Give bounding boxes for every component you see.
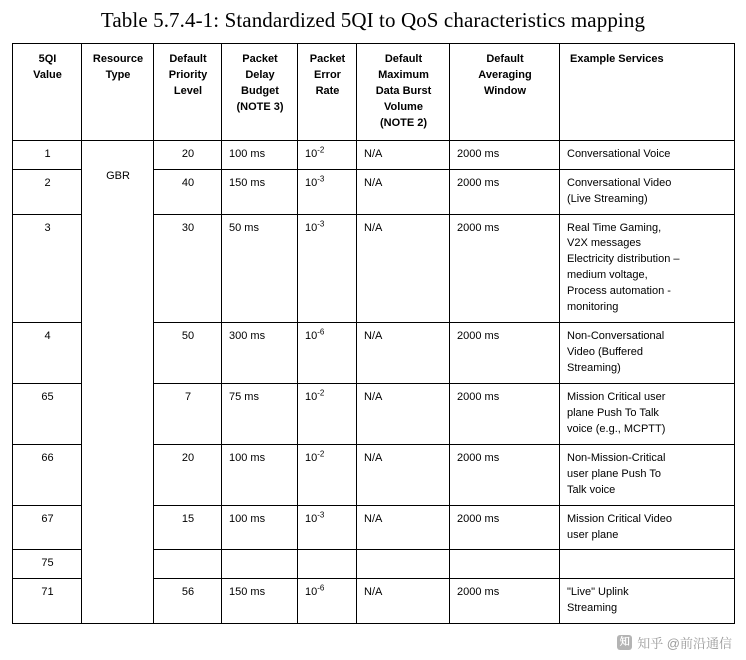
cell-packet-error-rate: $10^{-6}$ [298, 579, 357, 624]
column-header-packet-error-rate: Packet Error Rate [298, 44, 357, 141]
cell-averaging-window: 2000 ms [450, 140, 560, 169]
cell-priority-level: 56 [154, 579, 222, 624]
cell-packet-error-rate: $10^{-3}$ [298, 169, 357, 214]
cell-averaging-window: 2000 ms [450, 579, 560, 624]
cell-example-services [560, 550, 735, 579]
watermark-text: 知乎 @前沿通信 [637, 636, 732, 651]
cell-averaging-window: 2000 ms [450, 169, 560, 214]
cell-max-data-burst-volume: N/A [357, 505, 450, 550]
cell-5qi-value: 71 [13, 579, 82, 624]
cell-5qi-value: 3 [13, 214, 82, 323]
column-header-packet-delay-budget: Packet Delay Budget (NOTE 3) [222, 44, 298, 141]
cell-averaging-window: 2000 ms [450, 323, 560, 384]
cell-priority-level: 30 [154, 214, 222, 323]
column-header-resource-type: Resource Type [82, 44, 154, 141]
cell-packet-error-rate: $10^{-6}$ [298, 323, 357, 384]
cell-packet-delay-budget: 150 ms [222, 579, 298, 624]
cell-packet-delay-budget: 300 ms [222, 323, 298, 384]
cell-averaging-window: 2000 ms [450, 444, 560, 505]
cell-packet-delay-budget: 100 ms [222, 140, 298, 169]
cell-5qi-value: 1 [13, 140, 82, 169]
cell-priority-level: 20 [154, 140, 222, 169]
cell-packet-error-rate [298, 550, 357, 579]
cell-max-data-burst-volume: N/A [357, 140, 450, 169]
cell-example-services: Conversational Video (Live Streaming) [560, 169, 735, 214]
cell-example-services: Real Time Gaming, V2X messages Electricity distribution – medium voltage, Process automation - monitoring [560, 214, 735, 323]
cell-packet-delay-budget: 75 ms [222, 383, 298, 444]
cell-averaging-window: 2000 ms [450, 383, 560, 444]
cell-example-services: Mission Critical Video user plane [560, 505, 735, 550]
zhihu-logo-icon: 知 [617, 635, 632, 650]
column-header-default-averaging-window: Default Averaging Window [450, 44, 560, 141]
cell-5qi-value: 2 [13, 169, 82, 214]
cell-max-data-burst-volume [357, 550, 450, 579]
cell-max-data-burst-volume: N/A [357, 579, 450, 624]
cell-packet-error-rate: $10^{-2}$ [298, 140, 357, 169]
column-header-default-max-data-burst-volume: Default Maximum Data Burst Volume (NOTE 2) [357, 44, 450, 141]
cell-priority-level: 40 [154, 169, 222, 214]
cell-averaging-window: 2000 ms [450, 505, 560, 550]
cell-example-services: Mission Critical user plane Push To Talk voice (e.g., MCPTT) [560, 383, 735, 444]
cell-example-services: Conversational Voice [560, 140, 735, 169]
cell-max-data-burst-volume: N/A [357, 214, 450, 323]
cell-5qi-value: 4 [13, 323, 82, 384]
cell-packet-error-rate: $10^{-2}$ [298, 383, 357, 444]
cell-example-services: Non-Mission-Critical user plane Push To Talk voice [560, 444, 735, 505]
cell-priority-level [154, 550, 222, 579]
cell-max-data-burst-volume: N/A [357, 444, 450, 505]
cell-max-data-burst-volume: N/A [357, 383, 450, 444]
cell-5qi-value: 67 [13, 505, 82, 550]
cell-priority-level: 15 [154, 505, 222, 550]
table-container [0, 43, 746, 624]
table-header-row [13, 44, 735, 141]
cell-packet-error-rate: $10^{-2}$ [298, 444, 357, 505]
cell-resource-type-gbr: GBR [82, 140, 154, 624]
cell-averaging-window: 2000 ms [450, 214, 560, 323]
cell-priority-level: 20 [154, 444, 222, 505]
cell-packet-delay-budget: 50 ms [222, 214, 298, 323]
cell-max-data-burst-volume: N/A [357, 169, 450, 214]
cell-packet-error-rate: $10^{-3}$ [298, 505, 357, 550]
page-title: Table 5.7.4-1: Standardized 5QI to QoS characteristics mapping [100, 8, 646, 32]
cell-example-services: "Live" Uplink Streaming [560, 579, 735, 624]
column-header-example-services: Example Services [560, 44, 735, 141]
cell-priority-level: 50 [154, 323, 222, 384]
cell-packet-delay-budget: 100 ms [222, 505, 298, 550]
column-header-default-priority-level: Default Priority Level [154, 44, 222, 141]
cell-5qi-value: 75 [13, 550, 82, 579]
cell-example-services: Non-Conversational Video (Buffered Streaming) [560, 323, 735, 384]
cell-packet-delay-budget: 150 ms [222, 169, 298, 214]
cell-5qi-value: 65 [13, 383, 82, 444]
watermark [617, 633, 732, 652]
cell-packet-delay-budget [222, 550, 298, 579]
column-header-5qi-value: 5QI Value [13, 44, 82, 141]
cell-averaging-window [450, 550, 560, 579]
cell-priority-level: 7 [154, 383, 222, 444]
cell-max-data-burst-volume: N/A [357, 323, 450, 384]
qos-mapping-table [12, 43, 735, 624]
table-row [13, 140, 735, 169]
cell-packet-delay-budget: 100 ms [222, 444, 298, 505]
cell-5qi-value: 66 [13, 444, 82, 505]
cell-packet-error-rate: $10^{-3}$ [298, 214, 357, 323]
